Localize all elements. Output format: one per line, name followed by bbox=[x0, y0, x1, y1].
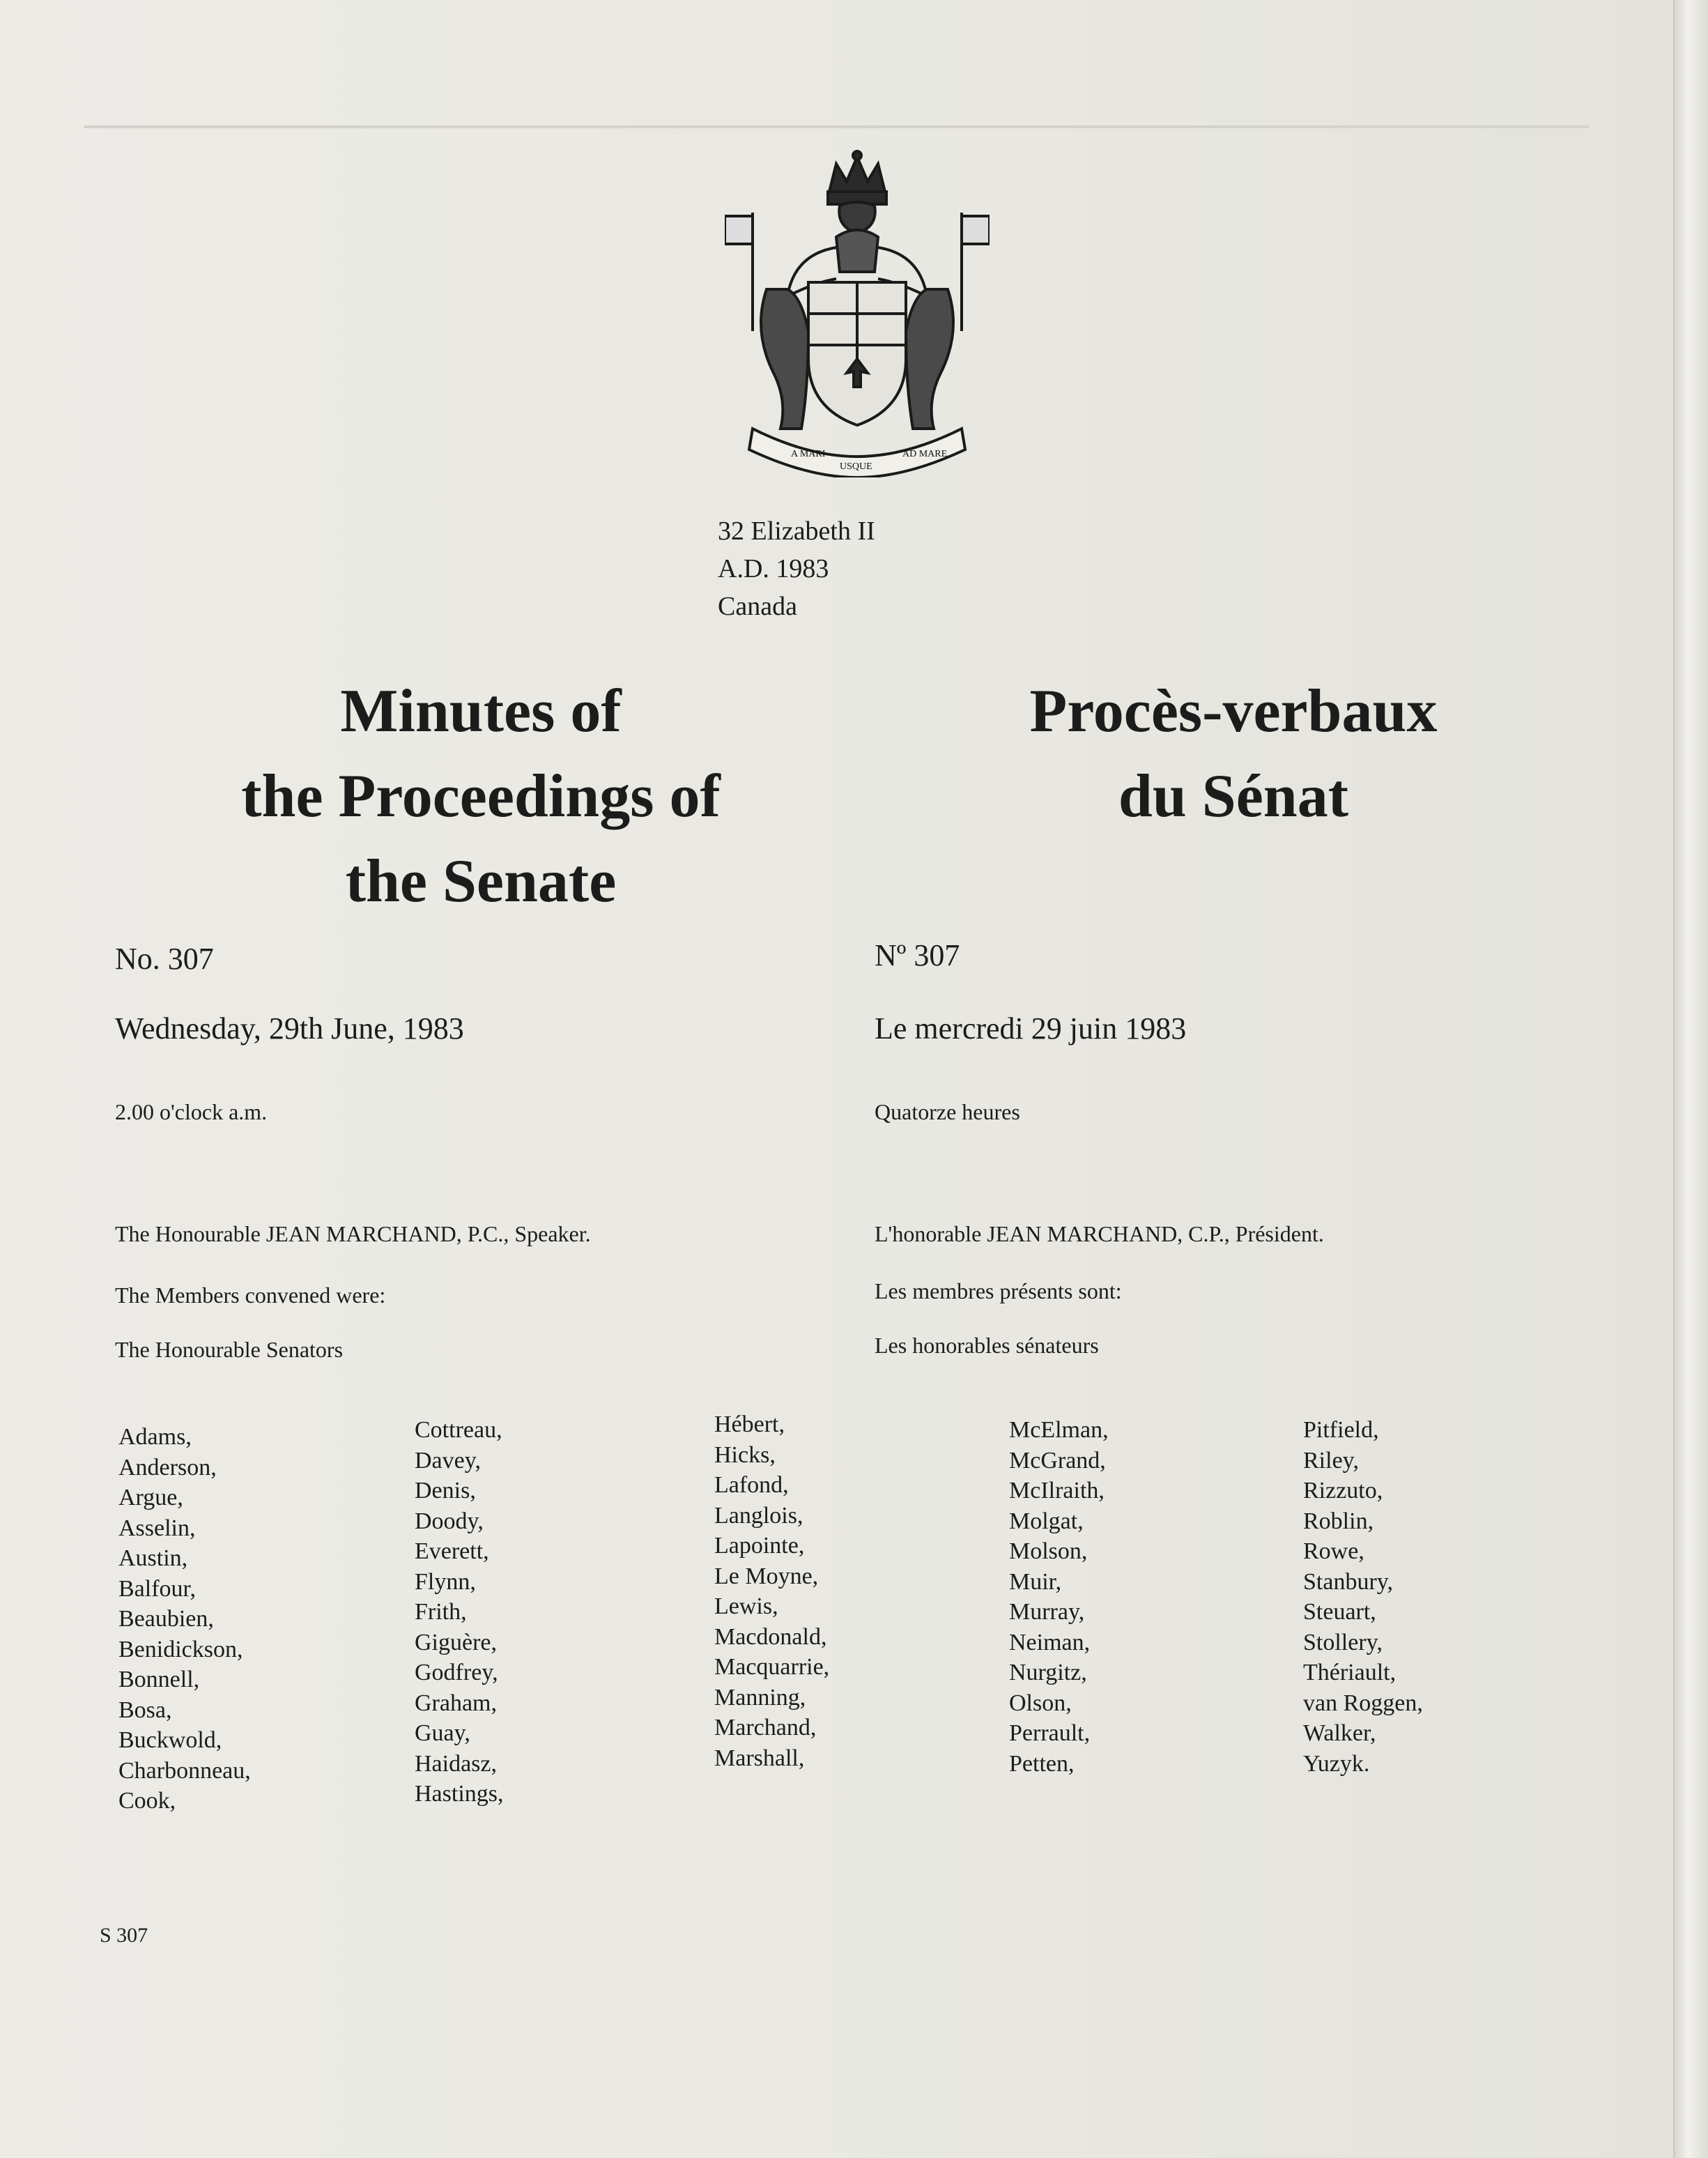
title-english-line-3: the Senate bbox=[345, 848, 617, 915]
senator-name: Marchand, bbox=[714, 1715, 817, 1740]
senator-name: Steuart, bbox=[1303, 1599, 1376, 1625]
senator-name: Hébert, bbox=[714, 1411, 785, 1437]
regnal-line-3: Canada bbox=[718, 592, 797, 621]
senator-name: Macdonald, bbox=[714, 1623, 827, 1650]
senator-name: Riley, bbox=[1303, 1447, 1359, 1474]
senator-name: Haidasz, bbox=[415, 1750, 498, 1777]
page-edge bbox=[1673, 0, 1708, 2158]
senators-heading-french: Les honorables sénateurs bbox=[875, 1333, 1099, 1358]
senator-name: Benidickson, bbox=[118, 1636, 243, 1662]
senator-name: Le Moyne, bbox=[714, 1563, 819, 1589]
senator-name: Rowe, bbox=[1303, 1538, 1364, 1564]
senator-name: Asselin, bbox=[118, 1515, 196, 1541]
speaker-french: L'honorable JEAN MARCHAND, C.P., Président. bbox=[875, 1221, 1324, 1246]
senators-column-1 bbox=[118, 1422, 251, 1816]
senator-name: Nurgitz, bbox=[1009, 1660, 1087, 1685]
senator-name: McIlraith, bbox=[1009, 1478, 1105, 1503]
senator-name: Molgat, bbox=[1009, 1508, 1084, 1534]
issue-number-english: No. 307 bbox=[115, 942, 214, 976]
regnal-line-1: 32 Elizabeth II bbox=[718, 516, 875, 546]
senators-column-4 bbox=[1009, 1415, 1109, 1779]
senator-name: Buckwold, bbox=[118, 1727, 222, 1753]
motto-bottom: USQUE bbox=[840, 461, 872, 472]
senator-name: Thériault, bbox=[1303, 1660, 1397, 1685]
senator-name: Anderson, bbox=[118, 1454, 217, 1480]
senator-name: Roblin, bbox=[1303, 1508, 1374, 1534]
senator-name: Cottreau, bbox=[415, 1417, 502, 1443]
title-french bbox=[948, 669, 1519, 839]
title-english-line-1: Minutes of bbox=[340, 678, 622, 745]
senators-column-3 bbox=[714, 1409, 829, 1773]
senator-name: Stanbury, bbox=[1303, 1568, 1394, 1595]
senator-name: Everett, bbox=[415, 1538, 489, 1564]
senator-name: Macquarrie, bbox=[714, 1654, 830, 1680]
title-english bbox=[174, 669, 787, 924]
senator-name: Olson, bbox=[1009, 1690, 1072, 1716]
senator-name: Walker, bbox=[1303, 1720, 1376, 1746]
senator-name: Pitfield, bbox=[1303, 1417, 1379, 1443]
issue-number-french: Nº 307 bbox=[875, 938, 960, 972]
senator-name: Rizzuto, bbox=[1303, 1478, 1383, 1503]
senator-name: Lafond, bbox=[714, 1472, 789, 1498]
senator-name: Charbonneau, bbox=[118, 1757, 251, 1784]
coat-of-arms-emblem bbox=[725, 150, 990, 477]
senator-name: Yuzyk. bbox=[1303, 1750, 1370, 1777]
senator-name: Balfour, bbox=[118, 1575, 196, 1602]
senators-column-5 bbox=[1303, 1415, 1423, 1779]
title-french-line-2: du Sénat bbox=[1118, 763, 1349, 830]
senator-name: Murray, bbox=[1009, 1599, 1085, 1625]
senator-name: Argue, bbox=[118, 1485, 183, 1510]
senator-name: Austin, bbox=[118, 1545, 188, 1571]
senator-name: Adams, bbox=[118, 1424, 192, 1450]
senator-name: Perrault, bbox=[1009, 1720, 1091, 1746]
senator-name: Godfrey, bbox=[415, 1660, 498, 1685]
senator-name: Flynn, bbox=[415, 1568, 476, 1595]
page-reference: S 307 bbox=[100, 1924, 148, 1947]
senator-name: Muir, bbox=[1009, 1568, 1062, 1595]
senator-name: Stollery, bbox=[1303, 1629, 1383, 1655]
date-french: Le mercredi 29 juin 1983 bbox=[875, 1011, 1187, 1046]
senator-name: Neiman, bbox=[1009, 1629, 1091, 1655]
members-convened-english: The Members convened were: bbox=[115, 1283, 386, 1308]
senator-name: Lapointe, bbox=[714, 1533, 805, 1559]
regnal-year-block bbox=[718, 512, 875, 625]
senator-name: McElman, bbox=[1009, 1417, 1109, 1443]
senator-name: Hicks, bbox=[714, 1441, 776, 1468]
senator-name: Cook, bbox=[118, 1788, 176, 1814]
senator-name: Petten, bbox=[1009, 1750, 1075, 1777]
senator-name: Beaubien, bbox=[118, 1606, 214, 1632]
senator-name: Manning, bbox=[714, 1684, 806, 1711]
senator-name: Giguère, bbox=[415, 1629, 498, 1655]
senator-name: Molson, bbox=[1009, 1538, 1088, 1564]
time-english: 2.00 o'clock a.m. bbox=[115, 1099, 268, 1124]
senators-column-2 bbox=[415, 1415, 504, 1809]
date-english: Wednesday, 29th June, 1983 bbox=[115, 1011, 464, 1046]
senator-name: van Roggen, bbox=[1303, 1690, 1423, 1716]
senator-name: Hastings, bbox=[415, 1781, 504, 1807]
members-present-french: Les membres présents sont: bbox=[875, 1278, 1122, 1303]
bleed-through-rule bbox=[84, 125, 1589, 128]
senator-name: Marshall, bbox=[714, 1745, 805, 1771]
senator-name: Frith, bbox=[415, 1599, 467, 1625]
senators-heading-english: The Honourable Senators bbox=[115, 1337, 344, 1362]
motto-left: A MARI bbox=[791, 449, 826, 459]
senator-name: Denis, bbox=[415, 1478, 476, 1503]
time-french: Quatorze heures bbox=[875, 1099, 1020, 1124]
speaker-english: The Honourable JEAN MARCHAND, P.C., Speaker. bbox=[115, 1221, 591, 1246]
regnal-line-2: A.D. 1983 bbox=[718, 554, 829, 583]
senator-name: Graham, bbox=[415, 1690, 498, 1716]
senator-name: Guay, bbox=[415, 1720, 470, 1746]
motto-right: AD MARE bbox=[902, 449, 948, 459]
senator-name: Bonnell, bbox=[118, 1667, 200, 1692]
senator-name: Doody, bbox=[415, 1508, 484, 1534]
senator-name: Bosa, bbox=[118, 1697, 172, 1723]
title-english-line-2: the Proceedings of bbox=[241, 763, 721, 830]
senator-name: McGrand, bbox=[1009, 1447, 1106, 1474]
senator-name: Lewis, bbox=[714, 1593, 778, 1619]
senator-name: Langlois, bbox=[714, 1502, 803, 1529]
title-french-line-1: Procès-verbaux bbox=[1029, 678, 1438, 745]
senator-name: Davey, bbox=[415, 1447, 482, 1474]
